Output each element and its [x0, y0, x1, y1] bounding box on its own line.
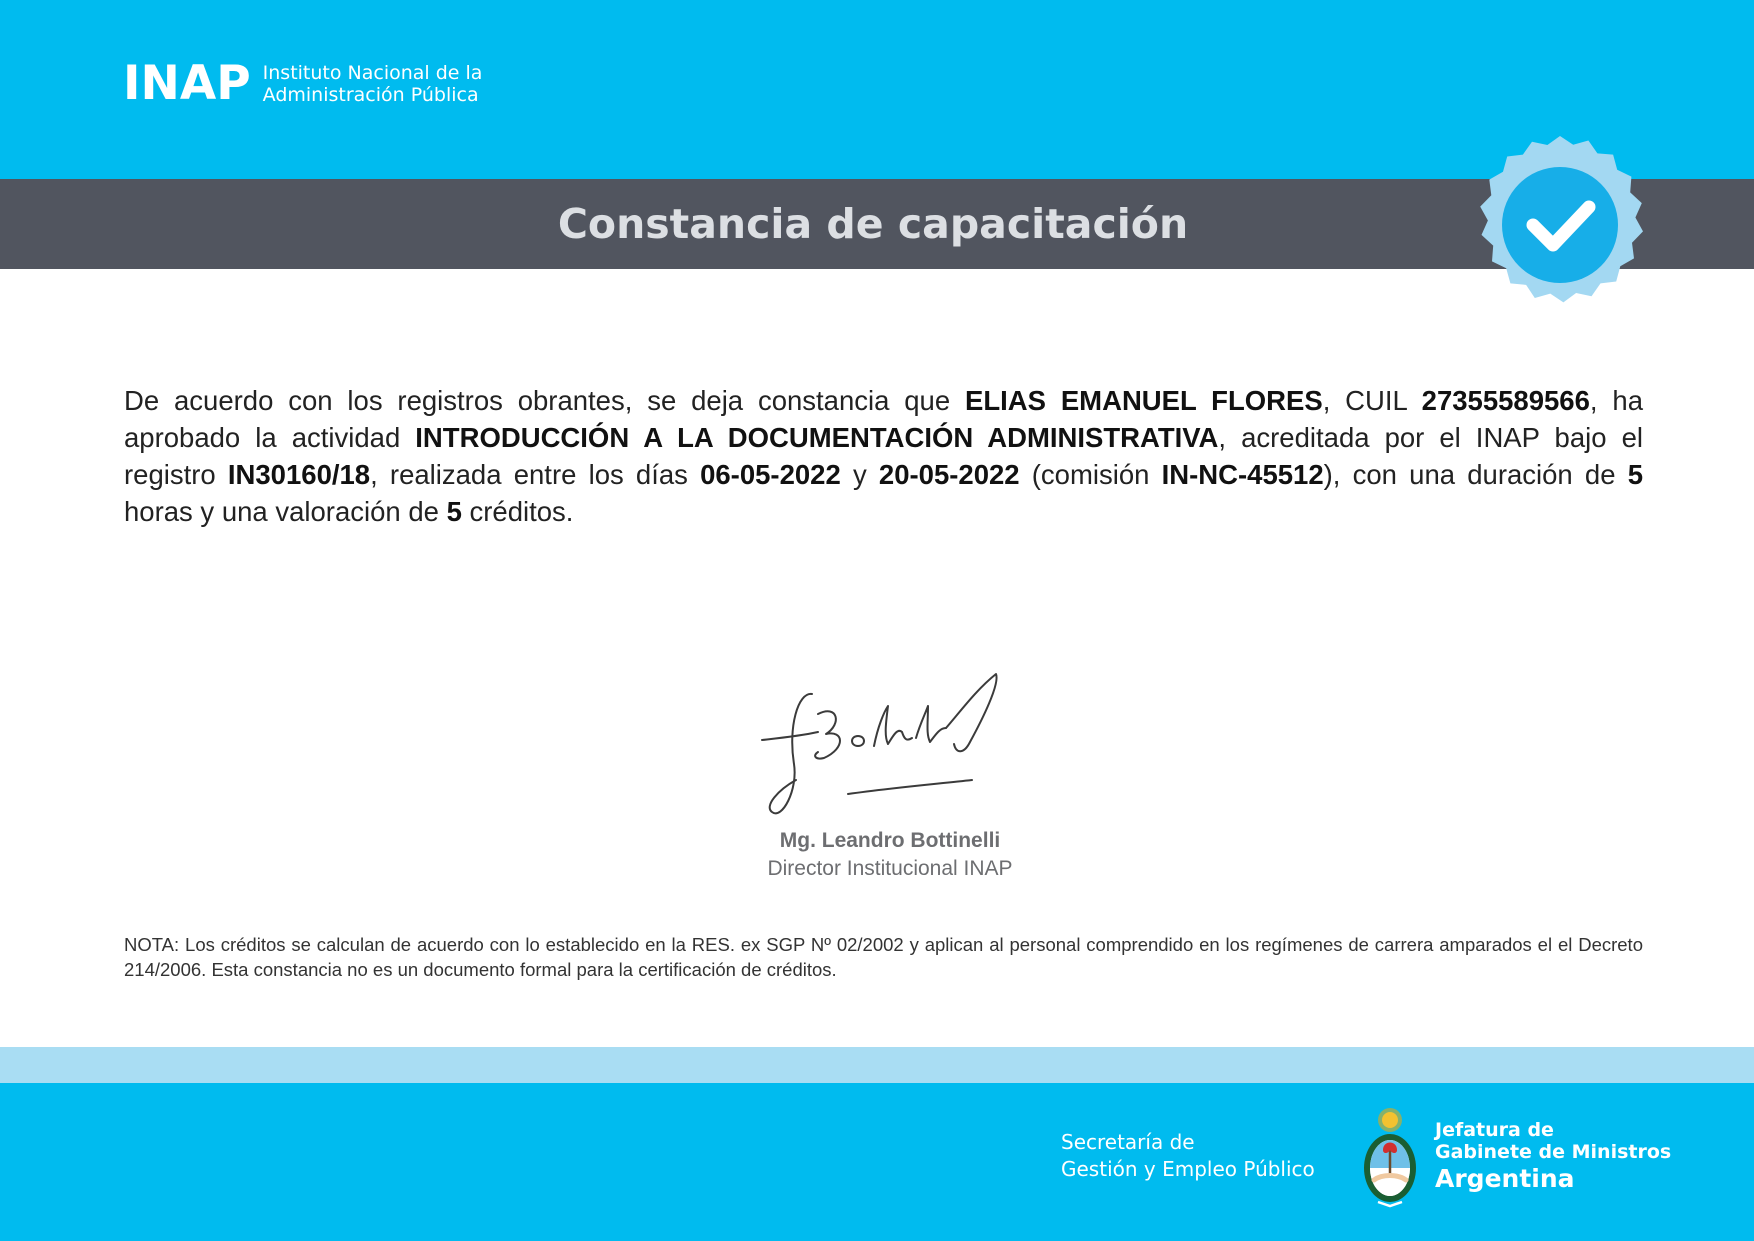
- ribbon: [1378, 1202, 1402, 1206]
- statement-text: horas y una valoración de: [124, 496, 447, 527]
- start-date: 06-05-2022: [700, 459, 841, 490]
- participant-name: ELIAS EMANUEL FLORES: [965, 385, 1323, 416]
- end-date: 20-05-2022: [878, 459, 1020, 490]
- hours-count: 5: [1627, 459, 1643, 490]
- secretaria-line-2: Gestión y Empleo Público: [1061, 1157, 1315, 1181]
- commission-code: IN-NC-45512: [1161, 459, 1324, 490]
- signatory-role: Director Institucional INAP: [767, 857, 1013, 880]
- cuil-number: 27355589566: [1421, 385, 1590, 416]
- statement-text: , ha aprobado la actividad: [124, 385, 1643, 453]
- statement-text: y: [840, 459, 879, 490]
- inap-logo: [123, 56, 483, 111]
- statement-text: ), con una duración de: [1323, 459, 1628, 490]
- logo-line-1: Instituto Nacional de la: [262, 61, 483, 84]
- sun-emblem: [1378, 1108, 1402, 1132]
- logo-text: [263, 62, 483, 106]
- statement-text: , acreditada por el INAP bajo el registro: [124, 422, 1643, 490]
- signatory-name: Mg. Leandro Bottinelli: [779, 829, 1001, 852]
- jefatura-label: [1435, 1119, 1671, 1195]
- verified-badge: [1465, 133, 1655, 323]
- statement-text: créditos.: [461, 496, 574, 527]
- statement-text: De acuerdo con los registros obrantes, se deja constancia que: [124, 385, 965, 416]
- statement-text: , CUIL: [1322, 385, 1422, 416]
- logo-line-2: Administración Pública: [262, 83, 479, 106]
- logo-mark: INAP: [123, 56, 251, 111]
- badge-circle: [1502, 167, 1618, 283]
- signature-image: [760, 672, 1015, 822]
- coat-of-arms-icon: [1356, 1106, 1424, 1210]
- credits-note: NOTA: Los créditos se calculan de acuerdo con lo establecido en la RES. ex SGP Nº 02/2002 y aplican al personal comprendido en los regímenes de carrera amparados el el Decreto 214/2006. Esta constancia no es un documento formal para la certificación de créditos.: [124, 934, 1643, 980]
- credits-count: 5: [446, 496, 462, 527]
- statement-text: , realizada entre los días: [370, 459, 701, 490]
- page-title: Constancia de capacitación: [557, 200, 1189, 248]
- activity-name: INTRODUCCIÓN A LA DOCUMENTACIÓN ADMINISTRATIVA: [415, 422, 1219, 453]
- statement-text: (comisión: [1019, 459, 1162, 490]
- jefatura-line-3: Argentina: [1435, 1164, 1575, 1193]
- certificate-statement: [124, 382, 1643, 530]
- jefatura-line-1: Jefatura de: [1435, 1119, 1554, 1141]
- jefatura-line-2: Gabinete de Ministros: [1435, 1141, 1672, 1163]
- secretaria-label: [1061, 1129, 1315, 1183]
- footer-divider-band: [0, 1047, 1754, 1083]
- secretaria-line-1: Secretaría de: [1061, 1130, 1195, 1154]
- registry-code: IN30160/18: [227, 459, 371, 490]
